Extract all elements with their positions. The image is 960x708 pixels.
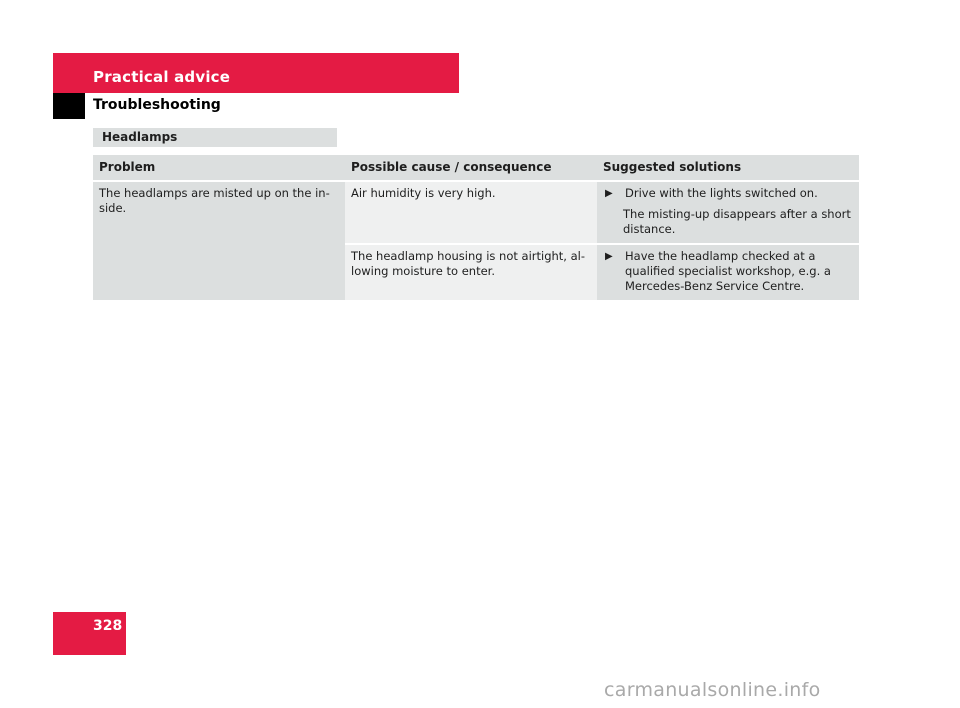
table-heading: Headlamps <box>93 128 337 147</box>
table-row <box>93 182 859 243</box>
cause-cell: The headlamp housing is not airtight, al-lowing moisture to enter. <box>345 243 597 300</box>
column-header-solution: Suggested solutions <box>597 155 859 182</box>
solution-note: The misting-up disappears after a short distance. <box>623 207 851 236</box>
solution-cell <box>597 182 859 243</box>
troubleshooting-table <box>93 155 859 300</box>
chapter-title: Practical advice <box>93 68 231 86</box>
solution-text: Have the headlamp checked at a qualified specialist workshop, e.g. a Mercedes-Benz Service Centre. <box>625 249 831 293</box>
section-title: Troubleshooting <box>93 97 221 113</box>
problem-cell: The headlamps are misted up on the in-side. <box>93 182 345 300</box>
right-triangle-icon: ▶ <box>605 251 613 262</box>
column-header-problem: Problem <box>93 155 345 182</box>
right-triangle-icon: ▶ <box>605 188 613 199</box>
solution-text: Drive with the lights switched on. <box>625 186 818 200</box>
page-number: 328 <box>93 618 123 634</box>
solution-step <box>603 249 853 294</box>
solution-step <box>603 186 853 201</box>
table-header-row <box>93 155 859 182</box>
section-tab-marker <box>53 93 85 119</box>
watermark-text: carmanualsonline.info <box>604 679 821 701</box>
solution-cell <box>597 243 859 300</box>
cause-cell: Air humidity is very high. <box>345 182 597 243</box>
column-header-cause: Possible cause / consequence <box>345 155 597 182</box>
